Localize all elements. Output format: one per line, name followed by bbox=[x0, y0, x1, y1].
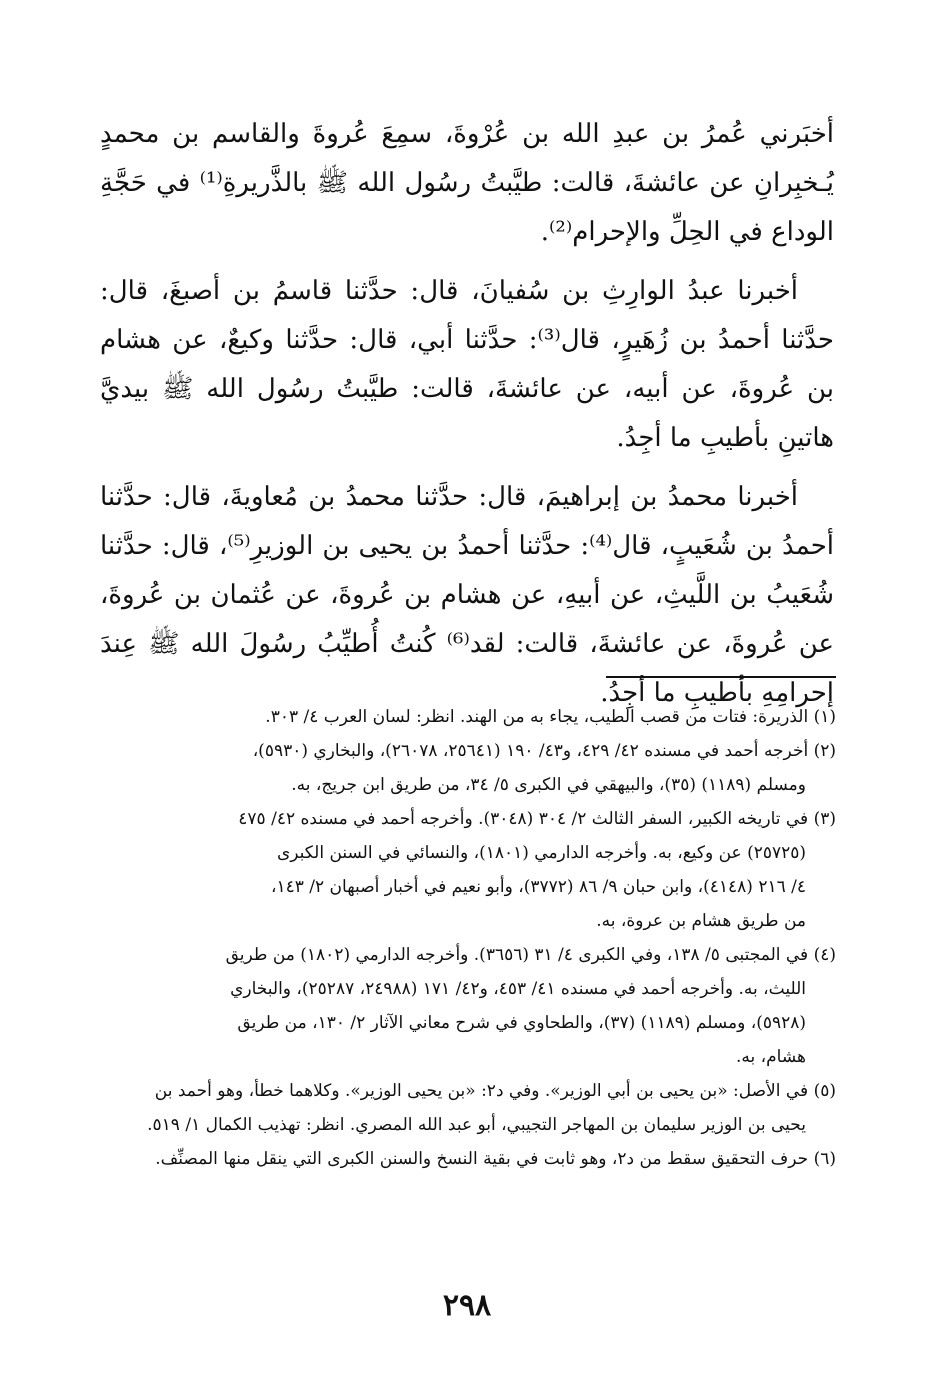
footnote-2: (٢) أخرجه أحمد في مسنده ٤٢/ ٤٢٩، و٤٣/ ١٩٠ (٢٥٦٤١، ٢٦٠٧٨)، والبخاري (٥٩٣٠)، bbox=[252, 741, 836, 761]
footnote-5: (٥) في الأصل: «بن يحيى بن أبي الوزير». وفي د٢: «بن يحيى الوزير». وكلاهما خطأ، وهو أحمد بن bbox=[154, 1081, 836, 1101]
footnote-5-cont: يحيى بن الوزير سليمان بن المهاجر التجيبي، أبو عبد الله المصري. انظر: تهذيب الكمال ١/ ٥١٩. bbox=[147, 1115, 806, 1135]
main-text bbox=[100, 110, 834, 728]
footnote-3-cont-1: (٢٥٧٢٥) عن وكيع، به. وأخرجه الدارمي (١٨٠١)، والنسائي في السنن الكبرى bbox=[276, 843, 806, 863]
footnote-6: (٦) حرف التحقيق سقط من د٢، وهو ثابت في بقية النسخ والسنن الكبرى التي ينقل منها المصنِّف. bbox=[155, 1149, 836, 1169]
footnote-4-cont-2: (٥٩٢٨)، ومسلم (١١٨٩) (٣٧)، والطحاوي في شرح معاني الآثار ٢/ ١٣٠، من طريق bbox=[237, 1013, 806, 1033]
footnote-3: (٣) في تاريخه الكبير، السفر الثالث ٢/ ٣٠٤ (٣٠٤٨). وأخرجه أحمد في مسنده ٤٢/ ٤٧٥ bbox=[238, 809, 836, 829]
footnote-separator bbox=[606, 676, 836, 678]
footnote-1: (١) الذريرة: فتات من قصب الطيب، يجاء به من الهند. انظر: لسان العرب ٤/ ٣٠٣. bbox=[265, 707, 836, 727]
paragraph-2: أخبرنا عبدُ الوارِثِ بن سُفيانَ، قال: حدَّثنا قاسمُ بن أصبغَ، قال: حدَّثنا أحمدُ بن زُهَيرٍ، قال⁽³⁾: حدَّثنا أبي، قال: حدَّثنا وكيعٌ، عن هشام بن عُروةَ، عن أبيه، عن عائشةَ، قالت: طيَّبتُ رسُول الله ﷺ بيديَّ هاتينِ بأطيبِ ما أجِدُ. bbox=[100, 276, 834, 453]
footnote-2-cont: ومسلم (١١٨٩) (٣٥)، والبيهقي في الكبرى ٥/ ٣٤، من طريق ابن جريج، به. bbox=[291, 775, 806, 795]
footnote-4: (٤) في المجتبى ٥/ ١٣٨، وفي الكبرى ٤/ ٣١ (٣٦٥٦). وأخرجه الدارمي (١٨٠٢) من طريق bbox=[225, 945, 836, 965]
footnote-4-cont-1: الليث، به. وأخرجه أحمد في مسنده ٤١/ ٤٥٣، و٤٢/ ١٧١ (٢٤٩٨٨، ٢٥٢٨٧)، والبخاري bbox=[230, 979, 806, 999]
footnote-4-cont-3: هشام، به. bbox=[736, 1047, 806, 1067]
paragraph-1: أخبَرني عُمرُ بن عبدِ الله بن عُرْوةَ، سمِعَ عُروةَ والقاسم بن محمدٍ يُـخبِرانِ عن عائشةَ، قالت: طيَّبتُ رسُول الله ﷺ بالذَّريرةِ⁽¹⁾ في حَجَّةِ الوداع في الحِلِّ والإحرام⁽²⁾. bbox=[100, 119, 834, 247]
footnotes bbox=[100, 700, 836, 1176]
page-number: ٢٩٨ bbox=[442, 1288, 492, 1323]
paragraph-3: أخبرنا محمدُ بن إبراهيمَ، قال: حدَّثنا محمدُ بن مُعاويةَ، قال: حدَّثنا أحمدُ بن شُعَيبٍ، قال⁽⁴⁾: حدَّثنا أحمدُ بن يحيى بن الوزيرِ⁽⁵⁾، قال: حدَّثنا شُعَيبُ بن اللَّيثِ، عن أبيهِ، عن هشام بن عُروةَ، عن عُثمان بن عُروةَ، عن عُروةَ، عن عائشةَ، قالت: لقد⁽⁶⁾ كُنتُ أُطيِّبُ رسُولَ الله ﷺ عِندَ إحرامِهِ بأطيبِ ما أجِدُ. bbox=[100, 482, 835, 708]
footnote-3-cont-2: ٤/ ٢١٦ (٤١٤٨)، وابن حبان ٩/ ٨٦ (٣٧٧٢)، وأبو نعيم في أخبار أصبهان ٢/ ١٤٣، bbox=[270, 877, 806, 897]
footnote-3-cont-3: من طريق هشام بن عروة، به. bbox=[596, 911, 806, 931]
